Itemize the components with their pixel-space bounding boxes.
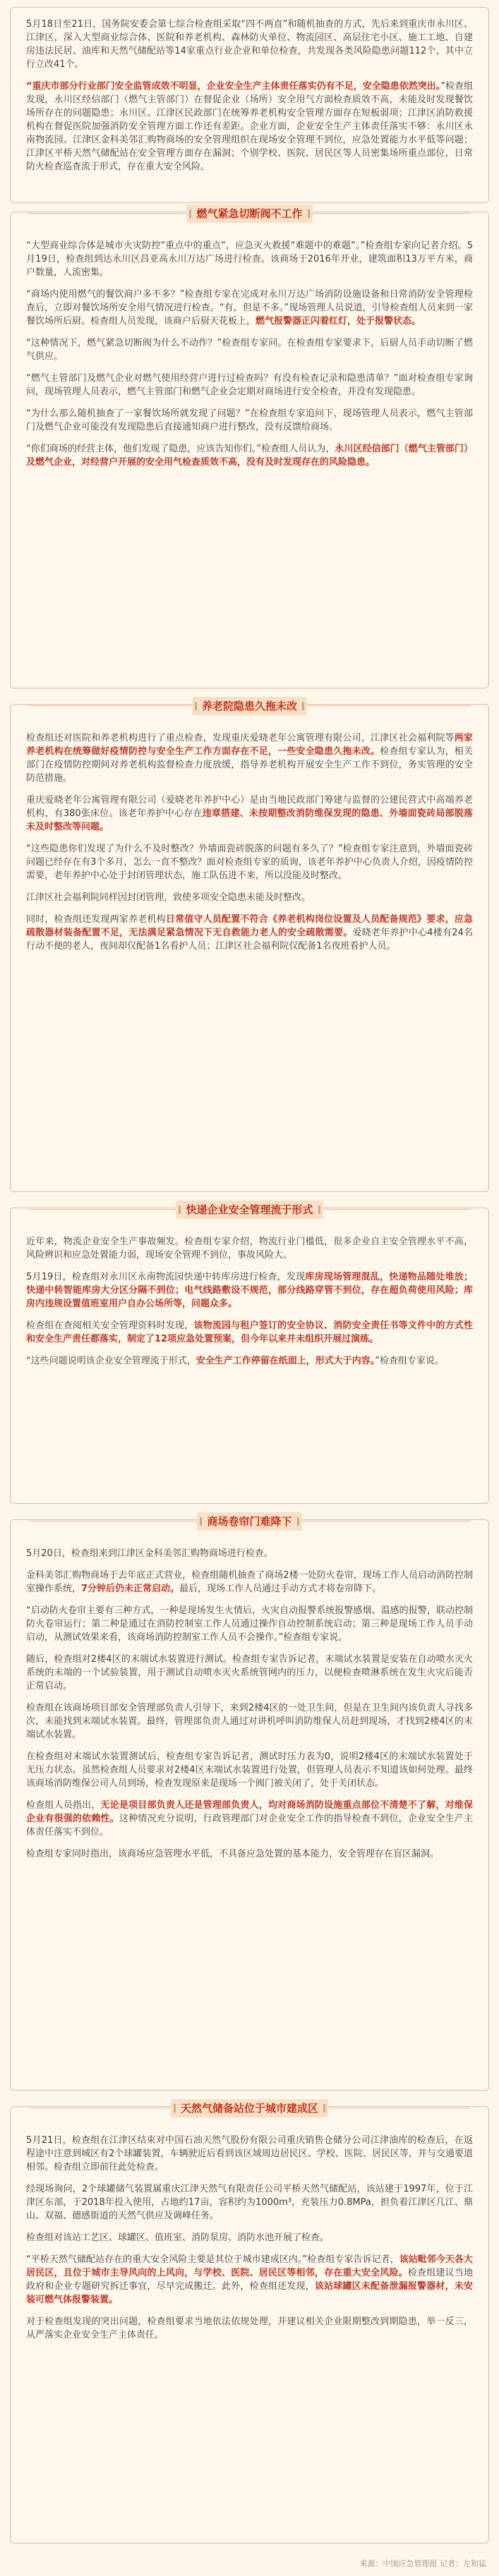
s1-paragraph-5: “为什么那么随机抽查了一家餐饮场所就发现了问题？”在检查组专家追问下，现场管理人员表示，燃气主管部门及燃气企业可能没有发现隐患后直接通知商户进行整改，没有反馈给商场。 bbox=[26, 408, 473, 432]
s4-paragraph-3: “启动防火卷帘主要有三种方式，一种是现场发生火情后，火灾自动报警系统报警感烟、温感的报警，联动控制防火卷帘运行；第二种是通过在消防控制室工作人员通过操作自动控制系统启动；第三种是现场工作人员手动启动，从测试效果来看，该商场消防控制室工作人员不会操作。”检查组专家说。 bbox=[26, 1605, 473, 1643]
intro-summary-text: ”检查组发现，永川区经信部门（燃气主管部门）在督促企业（场所）安全用气方面检查质效不高，未能及时发现餐饮场所存在的问题隐患；永川区、江津区民政部门在统筹养老机构安全管理方面存在短板弱项；江津区消防救援机构在督促医院加强消防安全管理方面工作还有差距。企业方面，企业安全生产主体责任落实不够：永川区永南物流园、江津区金科美邻汇购物商场的安全管理组织在现场安全管理不到位，应急处置能力水平低等问题；江津区平桥天然气储配站在安全管理方面存在漏洞；个别学校、医院、居民区等人员密集场所重点部位，日常防火检查巡查流于形式，存在重大安全风险。 bbox=[26, 81, 473, 172]
source-credit: 来源：中国应急管理报 记者：左和猛 bbox=[359, 2559, 486, 2568]
s1-paragraph-1: “大型商业综合体是城市火灾防控“重点中的重点”，应急灭火救援“难题中的难题”。”检查组专家向记者介绍。5月19日，检查组到达永川区昌亚高永川万达广场进行检查。该商场于2016年开业，建筑面积13万平方米，商户数量，人流密集。 bbox=[26, 241, 473, 278]
s1-paragraph-6: “你们商场的经营主体，他们发现了隐患，应该告知你们。”检查组人员认为，永川区经信部门（燃气主管部门）及燃气企业，对经营户开展的安全用气检查质效不高，没有及时发现存在的风险隐患。 bbox=[26, 444, 473, 468]
section-title-2: 养老院隐患久拖未改 bbox=[201, 700, 297, 712]
section-title-4: 商场卷帘门难降下 bbox=[207, 1515, 292, 1528]
s1-paragraph-3: “这种情况下，燃气紧急切断阀为什么不动作？”检查组专家问。在检查组专家要求下，后厨人员手动切断了燃气供应。 bbox=[26, 338, 473, 362]
s5-paragraph-2: 经现场询问，2个球罐储气装置属重庆江津天然气有限责任公司平桥天然气储配站，该站建于1997年，位于江津区东部，于2018年投入使用，占地约17亩，容积约为1000m³，充装压力0.8MPa，担负着江津区几江、鼎山、双福、德感街道的天然气供应及调峰任务。 bbox=[26, 2184, 473, 2221]
intro-summary bbox=[26, 80, 473, 174]
section-shutter-card bbox=[10, 1519, 489, 2091]
section-gas-station-card bbox=[10, 2106, 489, 2544]
s4-paragraph-6: 在检查组对末端试水装置测试后，检查组专家告诉记者，测试时压力表为0，说明2楼4区的末端试水装置处于无压力状态。虽然检查组人员要求对2楼4区末端试水装置进行处置，但管理人员表示不知道该如何处理。最终该商场消防维保公司人员到场，检查发现原来是现场一个阀门被关闭了，处于关闭状态。 bbox=[26, 1751, 473, 1789]
section-head-4 bbox=[0, 1512, 499, 1531]
s5-paragraph-1: 5月21日，检查组在江津区结束对中国石油天然气股份有限公司重庆销售仓储分公司江津油库的检查后，在返程途中注意到城区有2个球罐装置，车辆驶近后看到该区域周边居民区、学校、医院、居民区等，并与交通要道相邻。检查组立即前往此处检查。 bbox=[26, 2135, 473, 2173]
s1-conclusion-highlight: 永川区经信部门（燃气主管部门）及燃气企业，对经营户开展的安全用气检查质效不高，没有及时发现存在的风险隐患。 bbox=[26, 444, 473, 468]
section-head-5 bbox=[0, 2099, 499, 2118]
s3-paragraph-4: “这些问题说明该企业安全管理流于形式，安全生产工作停留在纸面上，形式大于内容。”检查组专家说。 bbox=[26, 1356, 445, 1366]
s5-paragraph-5: 对于检查组发现的突出问题，检查组要求当地依法依规处理，并建议相关企业限期整改到期隐患，举一反三，从严落实企业安全生产主体责任。 bbox=[26, 2316, 473, 2340]
intro-paragraph: 5月18日至21日，国务院安委会第七综合检查组采取“四不两直”和随机抽查的方式，先后来到重庆市永川区、江津区，深入大型商业综合体、医院和养老机构、森林防火单位、物流园区、高层住宅小区、施工工地、自建房违法民居、油库和天然气储配站等14家重点行业企业和单位检查，共发现各类风险隐患问题112个，其中立行立改41个。 bbox=[26, 19, 473, 70]
s4-paragraph-4: 随后，检查组对2楼4区的末端试水装置进行测试。检查组专家告诉记者，末端试水装置是安装在自动喷水灭火系统的末端的一个试验装置，用于测试自动喷水灭火系统管网内的压力，以便检查喷淋系统在发生火灾后能否正常启动。 bbox=[26, 1654, 473, 1691]
intro-card bbox=[10, 7, 489, 203]
s2-paragraph-2: 重庆爱晓老年公寓管理有限公司（爱晓老年养护中心）是由当地民政部门筹建与监督的公建民营式中高端养老机构，有380张床位。该老年养护中心存在违章搭建、未按期整改消防维保发现的隐患、外墙面瓷砖局部脱落未及时整改等问题。 bbox=[26, 795, 473, 832]
s2-paragraph-4: 江津区社会福利院同样因封闭管理，致使多项安全隐患未能及时整改。 bbox=[26, 892, 311, 903]
section-nursing-home-card bbox=[10, 704, 489, 1192]
s4-paragraph-8: 检查组专家同时指出，该商场应急管理水平低，不具备应急处置的基本能力，安全管理存在盲区漏洞。 bbox=[26, 1849, 440, 1859]
s1-alarm-highlight: 燃气报警器正闪着红灯，处于报警状态。 bbox=[255, 316, 421, 327]
s2-paragraph-3: “这些隐患你们发现了为什么不及时整改？外墙面瓷砖脱落的问题有多久了？”检查组专家注意到，外墙面瓷砖问题已经存在有3个多月，怎么一直不整改？面对检查组专家的质询，该老年养护中心负责人介绍，因疫情防控需要，老年养护中心处于封闭管理状态，施工队伍进不来，所以没能及时整改。 bbox=[26, 844, 473, 881]
intro-highlight: “重庆市部分行业部门安全监管成效不明显，企业安全生产主体责任落实仍有不足，安全隐患依然突出。 bbox=[26, 81, 441, 92]
s4-paragraph-2: 金科美邻汇购物商场于去年底正式营业，检查组随机抽查了商场2楼一处防火卷帘，现场工作人员启动消防控制室操作系统，7分钟后仍未正常启动。最后，现场工作人员通过手动方式才将卷帘降下。 bbox=[26, 1570, 473, 1594]
s3-paragraph-3: 检查组在查阅相关安全管理资料时发现，该物流园与租户签订的安全协议、消防安全责任书等文件中的方式性和安全生产责任都落实，制定了12项应急处置预案，但今年以来并未组织开展过演练。 bbox=[26, 1320, 473, 1344]
s1-paragraph-4: “燃气主管部门及燃气企业对燃气使用经营户进行过检查吗？有没有检查记录和隐患清单？”面对检查组专家询问，现场管理人员表示，燃气主管部门和燃气企业会定期对商场进行安全检查，并没有发现隐患。 bbox=[26, 373, 473, 397]
section-head-3 bbox=[0, 1201, 499, 1219]
s5-paragraph-3: 检查组对该站工艺区、球罐区、值班室、消防泵房、消防水池开展了检查。 bbox=[26, 2232, 330, 2243]
s3-paragraph-1: 近年来，物流企业安全生产事故频发。检查组专家介绍，物流行业门槛低，很多企业自主安全管理水平不高，风险辨识和应急处置能力弱，现场安全管理不到位，事故风险大。 bbox=[26, 1237, 473, 1260]
s2-paragraph-5: 同时，检查组还发现两家养老机构日常值守人员配置不符合《养老机构岗位设置及人员配备规范》要求，应急疏散器材装备配置不足，无法满足紧急情况下无自救能力老人的安全疏散需要。爱晓老年养护中心4楼有24名行动不便的老人，夜间却仅配备1名看护人员；江津区社会福利院仅配备1名夜班看护人员。 bbox=[26, 914, 473, 952]
s5-paragraph-4: “平桥天然气储配站存在的重大安全风险主要是其位于城市建成区内。”检查组专家告诉记者，该站毗邻今天各大居民区，且位于城市主导风向的上风向，与学校、医院、居民区等相邻，存在重大安全风险。检查组建议当地政府和企业专题研究拆迁事宜，尽早完成搬迁。此外，检查组还发现，该站球罐区未配备泄漏报警器材，未安装可燃气体报警装置。 bbox=[26, 2254, 473, 2305]
section-title-5: 天然气储备站位于城市建成区 bbox=[180, 2102, 318, 2115]
s1-paragraph-2: “商场内使用燃气的餐饮商户多不多？”检查组专家在完成对永川万达广场消防设施设备和日常消防安全管理检查后，立即对餐饮场所安全用气情况进行检查。“有，但是不多。”现场管理人员说道，引导检查组人员来到一家餐饮场所后厨。检查组人员发现，该商户后厨天花板上，燃气报警器正闪着红灯，处于报警状态。 bbox=[26, 289, 473, 327]
section-express-card bbox=[10, 1208, 489, 1504]
s3-paragraph-2: 5月19日，检查组对永川区永南物流园快递中转库房进行检查，发现库房现场管理混乱，快递物品随处堆放；快递中转智能库房大分区分隔不到位；电气线路敷设不规范，部分线路穿管不到位，存在超负荷使用风险；库房内违规设置值班室用户自办公场所等，问题众多。 bbox=[26, 1272, 473, 1309]
section-gas-valve-card bbox=[10, 212, 489, 688]
s4-paragraph-1: 5月20日，检查组来到江津区金科美邻汇购物商场进行检查。 bbox=[26, 1548, 273, 1559]
section-head-2 bbox=[0, 697, 499, 715]
section-title-1: 燃气紧急切断阀不工作 bbox=[196, 207, 303, 220]
section-head-1 bbox=[0, 205, 499, 223]
s4-paragraph-5: 检查组在该商场项目部安全管理部负责人引导下，来到2楼4区的一处卫生间，但是在卫生间内该负责人寻找多次，未能找到末端试水装置。最终，管理部负责人通过对讲机呼叫消防维保人员赶到现场，才找到2楼4区的末端试水装置。 bbox=[26, 1703, 473, 1740]
section-title-3: 快递企业安全管理流于形式 bbox=[186, 1203, 313, 1216]
s4-paragraph-7: 检查组人员指出，无论是项目部负责人还是管理部负责人，均对商场消防设施重点部位不清楚不了解，对维保企业有很强的依赖性。这种情况充分说明，行政管理部门对企业安全工作的指导检查不到位，企业安全生产主体责任落实不到位。 bbox=[26, 1800, 473, 1837]
s2-paragraph-1: 检查组还对医院和养老机构进行了重点检查，发现重庆爱晓老年公寓管理有限公司，江津区社会福利院等两家养老机构在统筹做好疫情防控与安全生产工作方面存在不足，一些安全隐患久拖未改。检查组专家认为，相关部门在疫情防控期间对养老机构监督检查力度放缓，指导养老机构开展安全生产工作不到位，务实管理的安全防范措施。 bbox=[26, 733, 473, 784]
